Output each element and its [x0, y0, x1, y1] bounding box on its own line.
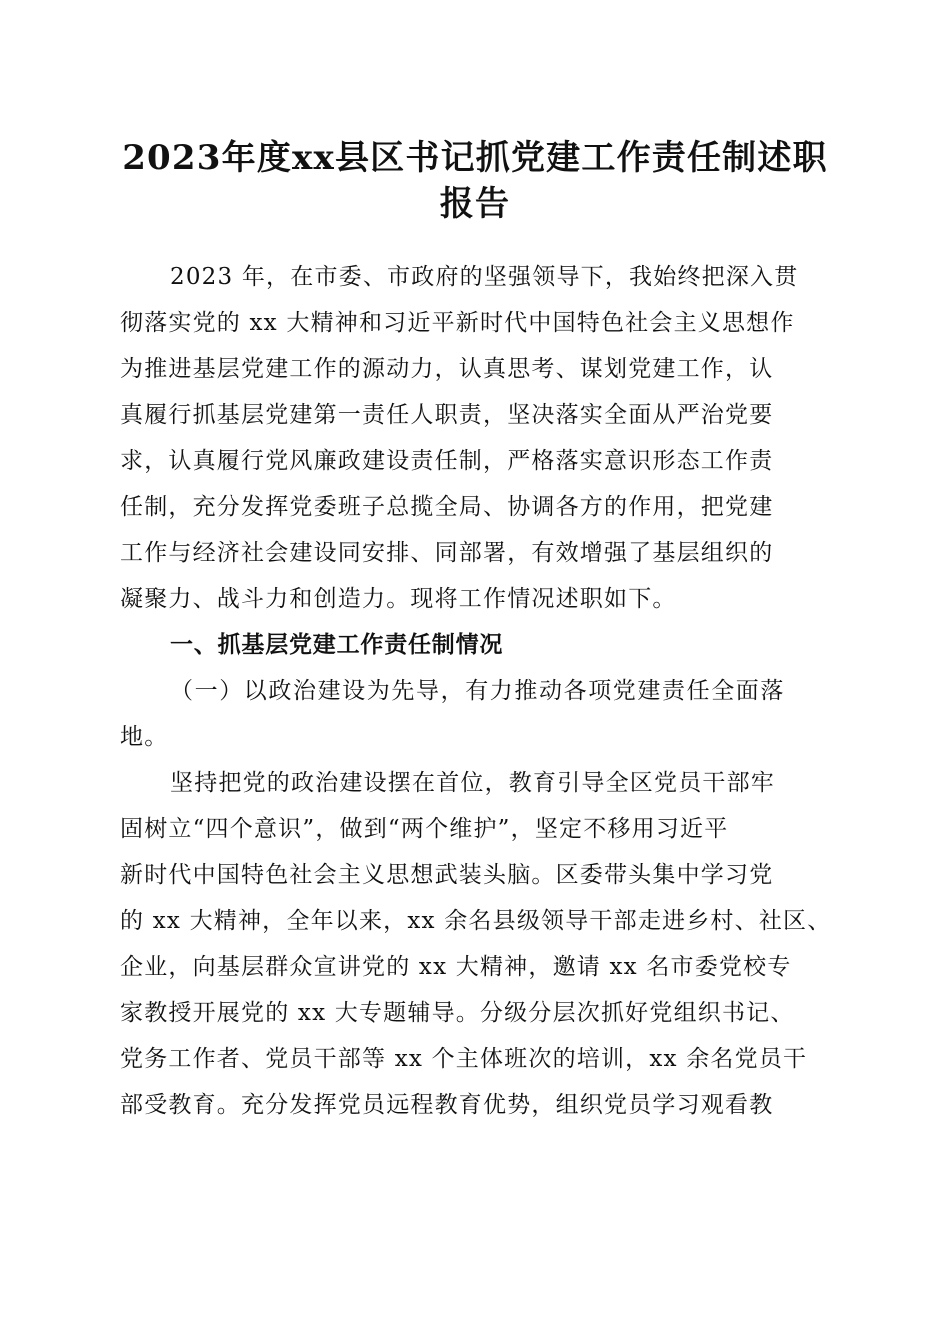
title-line-2: 报告	[439, 184, 511, 224]
intro-paragraph-line: 凝聚力、战斗力和创造力。现将工作情况述职如下。	[120, 586, 677, 612]
section-body-line: 固树立“四个意识”，做到“两个维护”，坚定不移用习近平	[120, 816, 729, 842]
intro-paragraph-line: 2023 年，在市委、市政府的坚强领导下，我始终把深入贯	[170, 264, 799, 290]
intro-paragraph-line: 任制，充分发挥党委班子总揽全局、协调各方的作用，把党建	[120, 494, 774, 520]
section-body-line: 坚持把党的政治建设摆在首位，教育引导全区党员干部牢	[170, 770, 775, 796]
section-body-line: 的 xx 大精神，全年以来，xx 余名县级领导干部走进乡村、社区、	[120, 908, 832, 934]
title-line-1: 2023年度xx县区书记抓党建工作责任制述职	[122, 138, 828, 178]
document-body	[120, 254, 830, 1128]
intro-paragraph-line: 真履行抓基层党建第一责任人职责，坚决落实全面从严治党要	[120, 402, 774, 428]
intro-paragraph-line: 工作与经济社会建设同安排、同部署，有效增强了基层组织的	[120, 540, 774, 566]
document-title	[110, 136, 840, 228]
section-body-line: 企业，向基层群众宣讲党的 xx 大精神，邀请 xx 名市委党校专	[120, 954, 792, 980]
section-body-line: 新时代中国特色社会主义思想武装头脑。区委带头集中学习党	[120, 862, 774, 888]
intro-paragraph-line: 为推进基层党建工作的源动力，认真思考、谋划党建工作，认	[120, 356, 774, 382]
section-body-line: 党务工作者、党员干部等 xx 个主体班次的培训，xx 余名党员干	[120, 1046, 808, 1072]
intro-paragraph-line: 彻落实党的 xx 大精神和习近平新时代中国特色社会主义思想作	[120, 310, 795, 336]
intro-paragraph-line: 求，认真履行党风廉政建设责任制，严格落实意识形态工作责	[120, 448, 774, 474]
section-body-line: 家教授开展党的 xx 大专题辅导。分级分层次抓好党组织书记、	[120, 1000, 795, 1026]
subsection-heading-line: 地。	[120, 724, 169, 750]
subsection-heading-line: （一）以政治建设为先导，有力推动各项党建责任全面落	[170, 678, 785, 704]
section-heading: 一、抓基层党建工作责任制情况	[170, 632, 504, 658]
section-body-line: 部受教育。充分发挥党员远程教育优势，组织党员学习观看教	[120, 1092, 774, 1118]
